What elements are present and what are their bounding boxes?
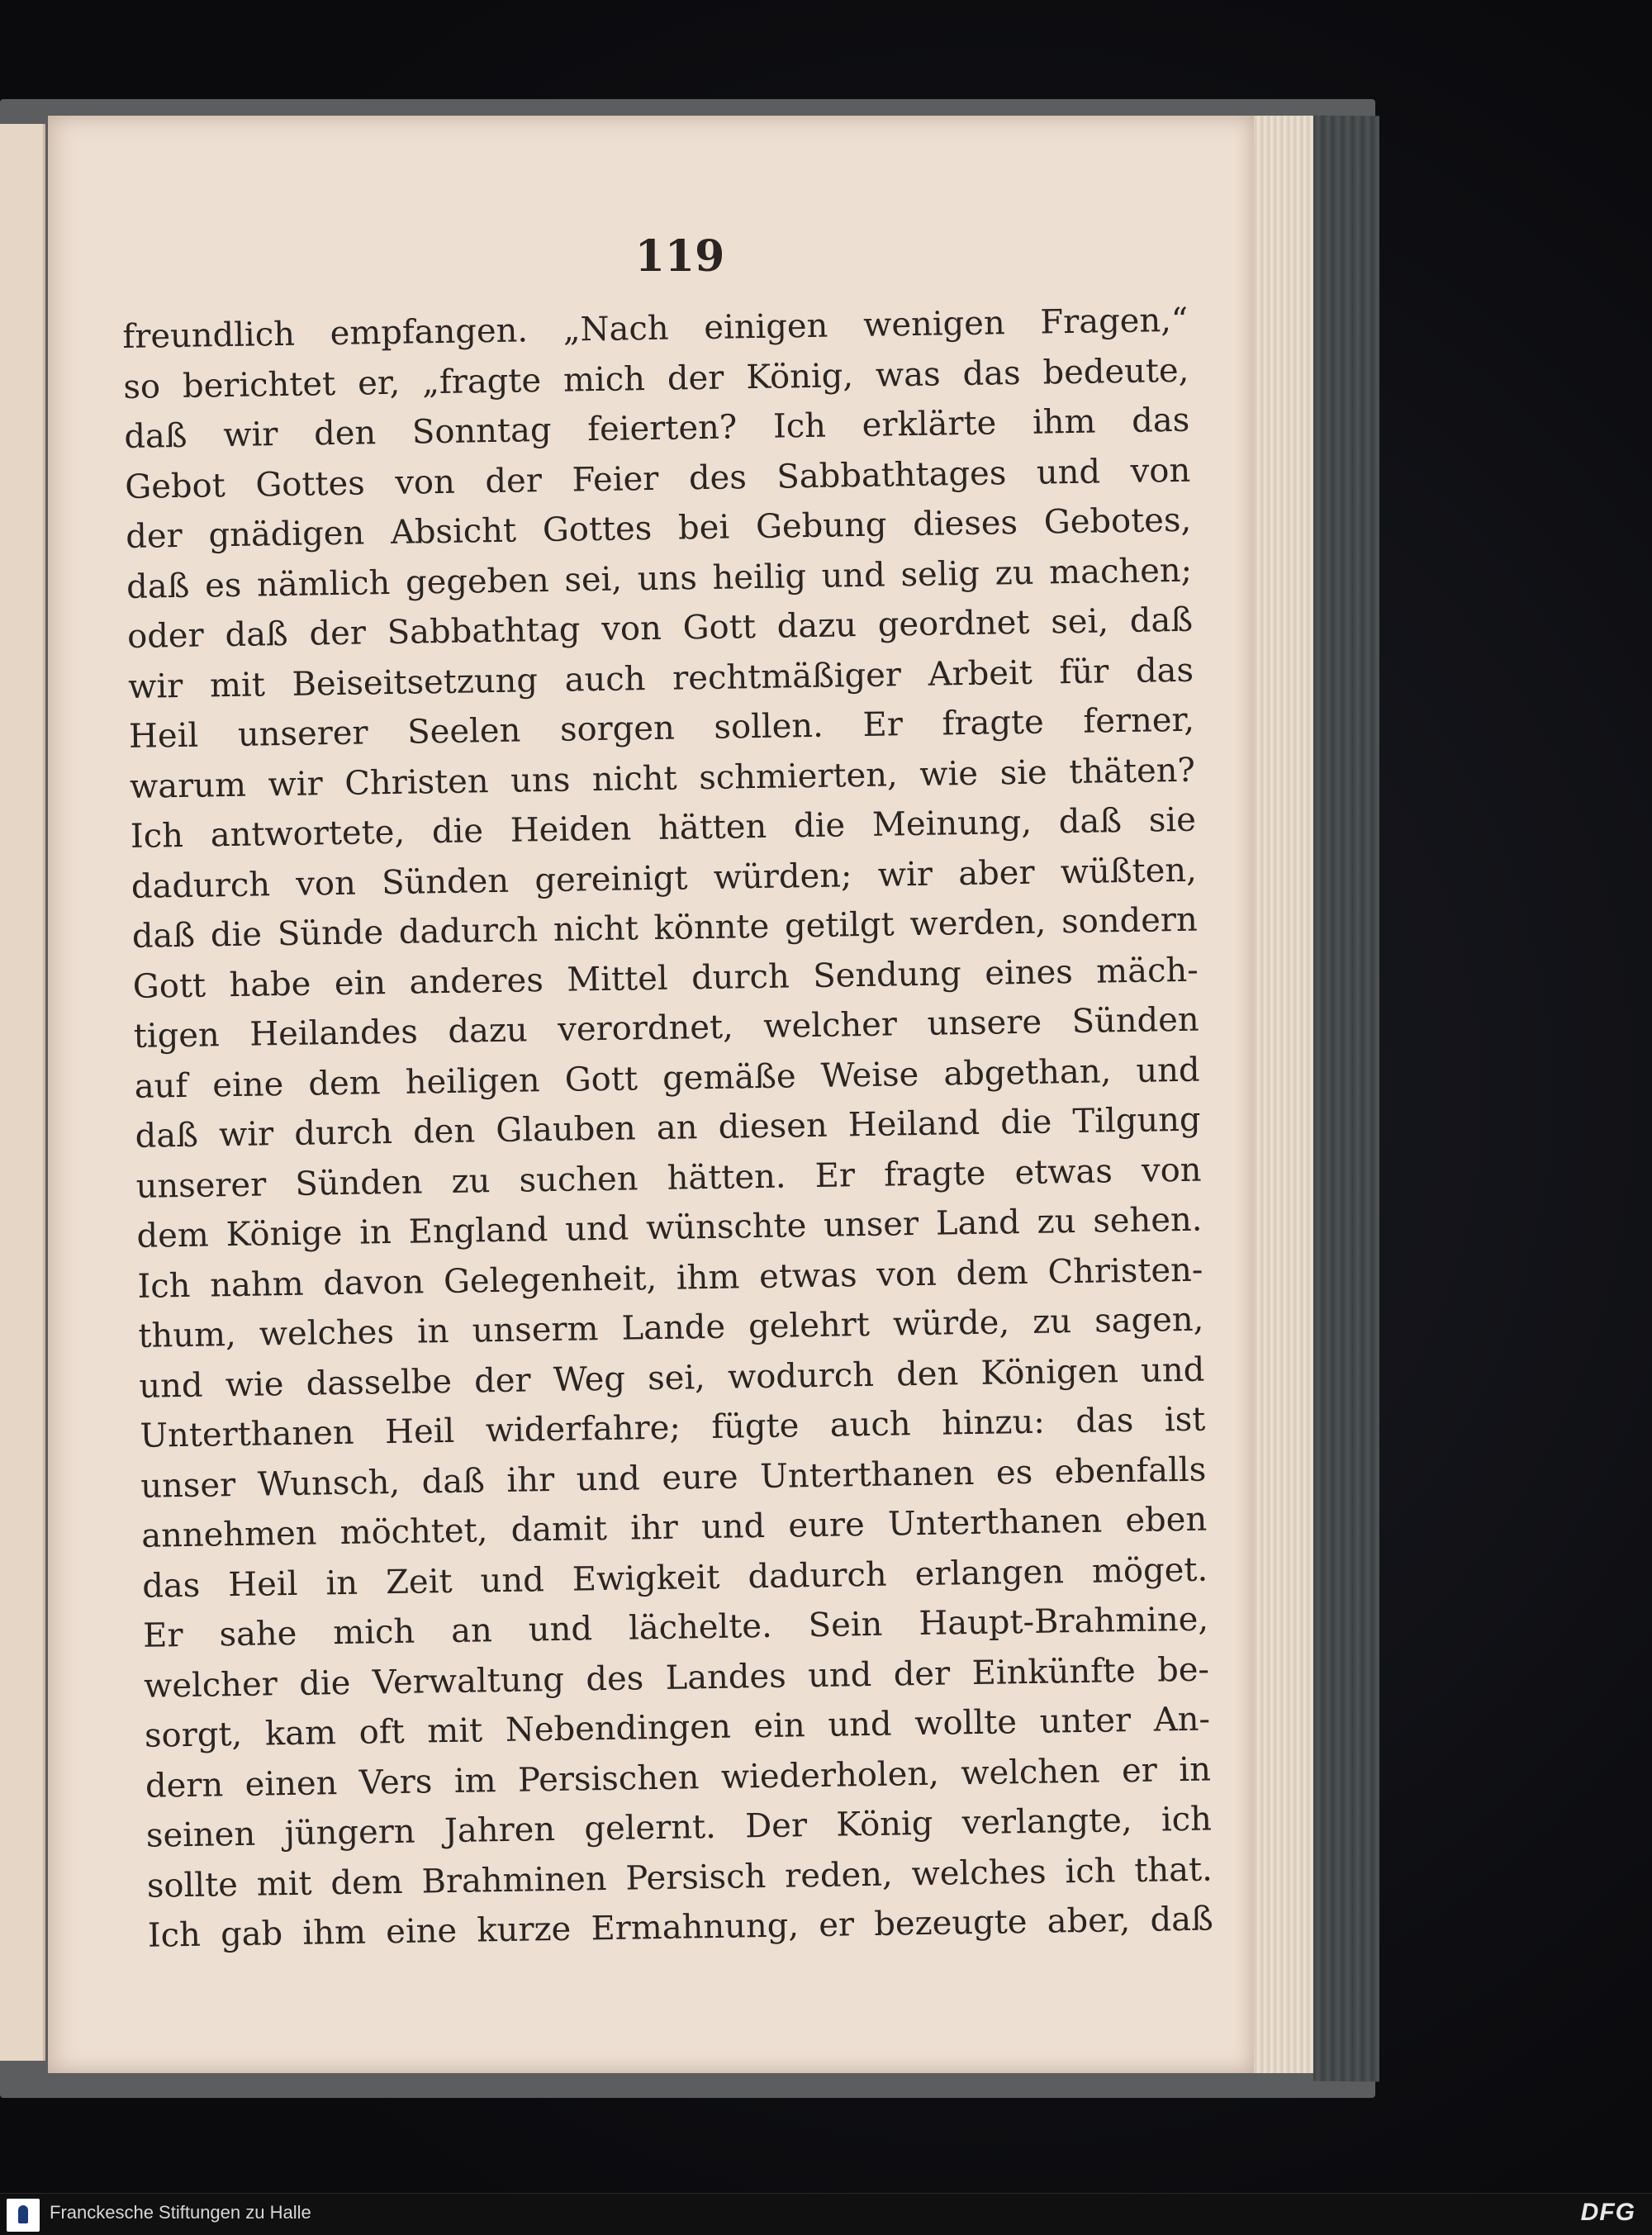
text-line: auf eine dem heiligen Gott gemäße Weise abgethan, und <box>134 1051 1200 1106</box>
body-text <box>122 296 1213 1962</box>
text-line: thum, welches in unserm Lande gelehrt würde, zu sagen, <box>138 1300 1204 1355</box>
text-line: seinen jüngern Jahren gelernt. Der König verlangte, ich <box>145 1800 1213 1855</box>
page-number: 119 <box>634 231 725 282</box>
text-line: und wie dasselbe der Weg sei, wodurch den Königen und <box>139 1350 1205 1406</box>
text-line: Ich antwortete, die Heiden hätten die Meinung, daß sie <box>130 800 1197 856</box>
text-line: Er sahe mich an und lächelte. Sein Haupt-Brahmine, <box>142 1600 1209 1655</box>
text-line: Heil unserer Seelen sorgen sollen. Er fragte ferner, <box>128 700 1195 756</box>
text-line: daß wir durch den Glauben an diesen Heiland die Tilgung <box>135 1100 1201 1155</box>
text-line: dem Könige in England und wünschte unser Land zu sehen. <box>136 1200 1203 1255</box>
text-line: der gnädigen Absicht Gottes bei Gebung dieses Gebotes, <box>125 501 1192 556</box>
text-line: oder daß der Sabbathtag von Gott dazu geordnet sei, daß <box>126 600 1194 656</box>
text-line: unserer Sünden zu suchen hätten. Er fragte etwas von <box>135 1151 1202 1206</box>
text-line: warum wir Christen uns nicht schmierten, wie sie thäten? <box>129 751 1196 806</box>
dfg-logo: DFG <box>1580 2199 1635 2226</box>
text-line: daß die Sünde dadurch nicht könnte getilgt werden, sondern <box>131 900 1199 956</box>
text-line: sorgt, kam oft mit Nebendingen ein und wollte unter An- <box>144 1700 1211 1755</box>
text-line: freundlich empfangen. „Nach einigen wenigen Fragen,“ <box>122 301 1189 356</box>
text-line: Ich nahm davon Gelegenheit, ihm etwas von dem Christen- <box>137 1250 1203 1306</box>
text-line: sollte mit dem Brahminen Persisch reden, welches ich that. <box>146 1850 1213 1905</box>
book-page <box>48 116 1254 2073</box>
text-line: das Heil in Zeit und Ewigkeit dadurch erlangen möget. <box>141 1550 1208 1606</box>
book-cover-edge <box>1313 116 1379 2082</box>
text-line: Ich gab ihm eine kurze Ermahnung, er bezeugte aber, daß <box>147 1900 1214 1955</box>
text-line: unser Wunsch, daß ihr und eure Unterthanen es ebenfalls <box>140 1450 1207 1506</box>
text-line: wir mit Beiseitsetzung auch rechtmäßiger Arbeit für das <box>127 651 1194 706</box>
text-line: welcher die Verwaltung des Landes und der Einkünfte be- <box>143 1650 1210 1706</box>
text-line: daß wir den Sonntag feierten? Ich erklärte ihm das <box>124 401 1190 456</box>
text-line: dern einen Vers im Persischen wiederholen, welchen er in <box>145 1750 1212 1806</box>
text-line: Unterthanen Heil widerfahre; fügte auch hinzu: das ist <box>140 1400 1206 1455</box>
text-line: so berichtet er, „fragte mich der König, was das bedeute, <box>123 351 1189 406</box>
left-page-edge <box>0 124 45 2061</box>
text-line: daß es nämlich gegeben sei, uns heilig und selig zu machen; <box>126 551 1193 606</box>
text-line: annehmen möchtet, damit ihr und eure Unterthanen eben <box>140 1500 1208 1555</box>
footer-institution: Franckesche Stiftungen zu Halle <box>50 2202 311 2223</box>
text-line: Gott habe ein anderes Mittel durch Sendung eines mäch- <box>132 951 1199 1006</box>
franckesche-stiftungen-logo-icon <box>7 2199 40 2232</box>
text-line: dadurch von Sünden gereinigt würden; wir aber wüßten, <box>131 851 1198 906</box>
text-line: tigen Heilandes dazu verordnet, welcher unsere Sünden <box>133 1000 1199 1056</box>
footer-bar <box>0 2193 1652 2235</box>
text-line: Gebot Gottes von der Feier des Sabbathtages und von <box>124 451 1191 506</box>
